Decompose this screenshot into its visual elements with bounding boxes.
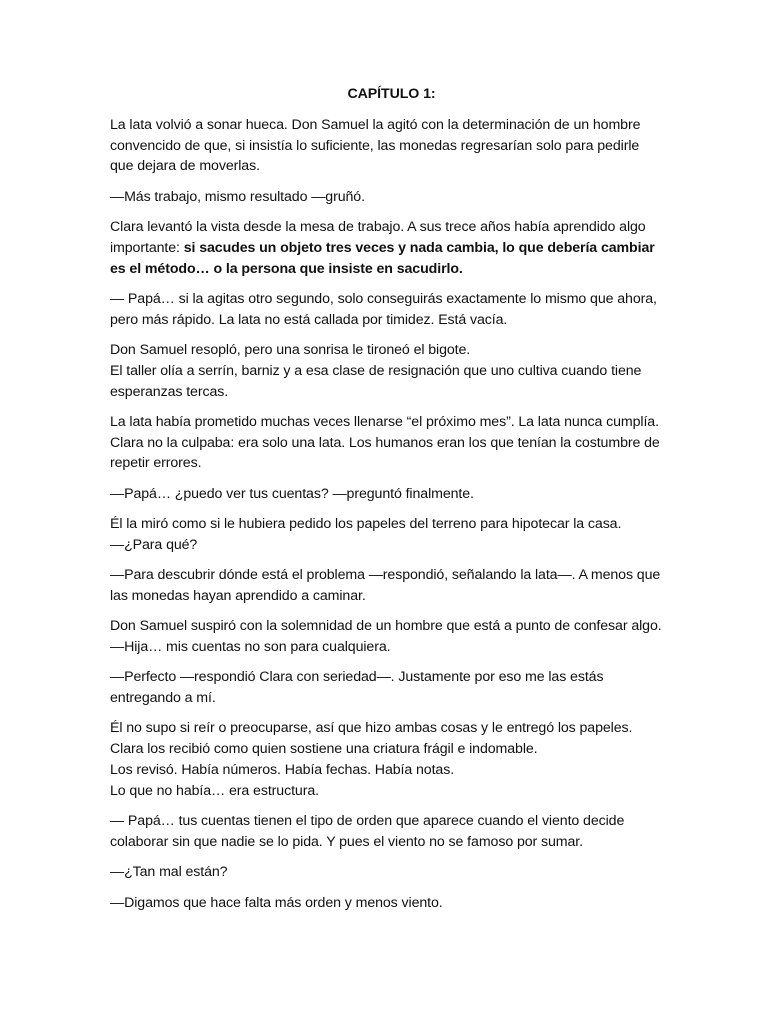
paragraph-line: Lo que no había… era estructura. — [110, 782, 319, 799]
document-page — [110, 84, 665, 923]
paragraph-line: Los revisó. Había números. Había fechas. Había notas. — [110, 762, 455, 779]
paragraph — [110, 616, 665, 658]
paragraph: — Papá… tus cuentas tienen el tipo de orden que aparece cuando el viento decide colaborar sin que nadie se lo pida. Y pues el viento no se famoso por sumar. — [110, 813, 625, 850]
paragraph-text: Clara levantó la vista desde la mesa de trabajo. A sus trece años había aprendido algo importante: — [110, 218, 646, 256]
paragraph: La lata había prometido muchas veces llenarse “el próximo mes”. La lata nunca cumplía. Clara no la culpaba: era solo una lata. Los humanos eran los que tenían la costumbre de repetir errores. — [110, 413, 660, 472]
paragraph-line: Don Samuel suspiró con la solemnidad de un hombre que está a punto de confesar algo. — [110, 618, 662, 635]
paragraph-line: Él no supo si reír o preocuparse, así que hizo ambas cosas y le entregó los papeles. Clara los recibió como quien sostiene una criatura frágil e indomable. — [110, 720, 633, 758]
paragraph: La lata volvió a sonar hueca. Don Samuel la agitó con la determinación de un hombre convencido de que, si insistía lo suficiente, las monedas regresarían solo para pedirle que dejara de moverlas. — [110, 116, 641, 175]
paragraph — [110, 340, 665, 402]
paragraph-line: Don Samuel resopló, pero una sonrisa le tironeó el bigote. — [110, 341, 471, 358]
paragraph: —Perfecto —respondió Clara con seriedad—. Justamente por eso me las estás entregando a mí. — [110, 669, 604, 707]
chapter-title: CAPÍTULO 1: — [347, 86, 436, 102]
paragraph: —Digamos que hace falta más orden y menos viento. — [110, 894, 443, 911]
paragraph-line: Él la miró como si le hubiera pedido los papeles del terreno para hipotecar la casa. — [110, 516, 622, 533]
bold-text: si sacudes un objeto tres veces y nada cambia, lo que debería cambiar es el método… o la persona que insiste en sacudirlo. — [110, 239, 655, 277]
paragraph: —Para descubrir dónde está el problema —respondió, señalando la lata—. A menos que las monedas hayan aprendido a caminar. — [110, 567, 661, 604]
paragraph: —Más trabajo, mismo resultado —gruñó. — [110, 188, 365, 205]
paragraph-line: —Hija… mis cuentas no son para cualquiera. — [110, 639, 391, 656]
paragraph-line: El taller olía a serrín, barniz y a esa clase de resignación que uno cultiva cuando tiene esperanzas tercas. — [110, 362, 642, 400]
paragraph — [110, 217, 665, 279]
paragraph: — Papá… si la agitas otro segundo, solo conseguirás exactamente lo mismo que ahora, pero más rápido. La lata no está callada por timidez. Está vacía. — [110, 290, 657, 328]
paragraph — [110, 718, 665, 801]
paragraph-line: —¿Para qué? — [110, 536, 198, 553]
paragraph — [110, 514, 665, 556]
paragraph: —¿Tan mal están? — [110, 864, 228, 881]
paragraph: —Papá… ¿puedo ver tus cuentas? —preguntó finalmente. — [110, 485, 474, 502]
